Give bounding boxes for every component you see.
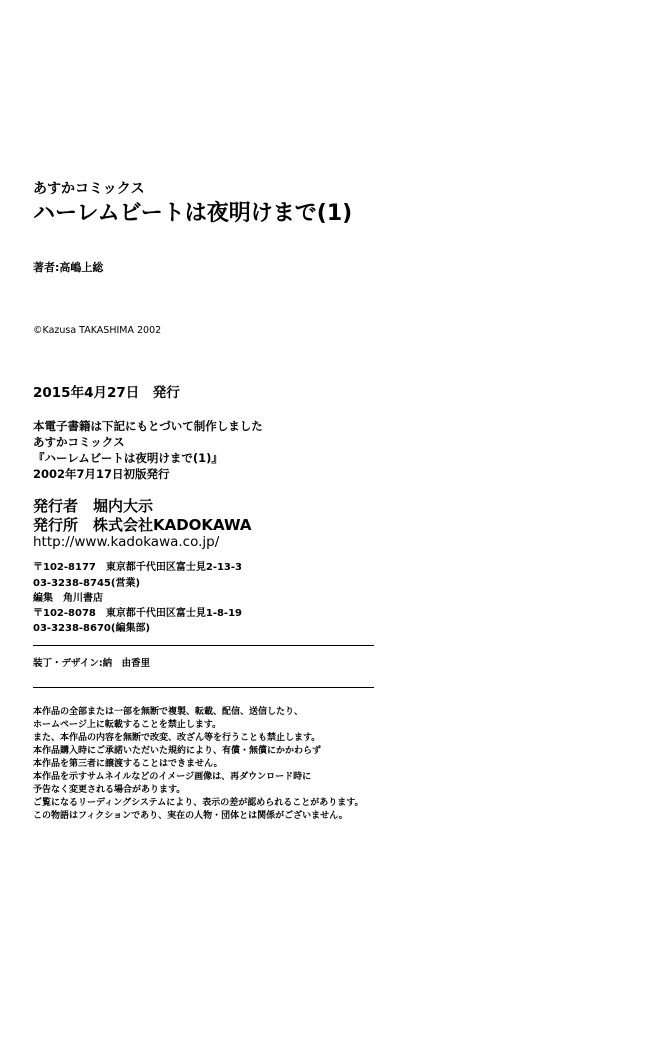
author-line: 著者:高嶋上総 [33,261,104,274]
address-line: 03-3238-8670(編集部) [33,623,151,634]
address-line: 〒102-8177 東京都千代田区富士見2-13-3 [33,562,242,573]
notice-line: ホームページ上に転載することを禁止します。 [33,720,222,730]
notice-line: 予告なく変更される場合があります。 [33,785,186,795]
source-note-line: あすかコミックス [33,435,125,449]
address-line: 〒102-8078 東京都千代田区富士見1-8-19 [33,608,242,619]
publisher-url: http://www.kadokawa.co.jp/ [33,534,220,550]
publish-date: 2015年4月27日 発行 [33,385,180,401]
publisher-person: 発行者 堀内大示 [33,497,154,515]
copyright-line: ©Kazusa TAKASHIMA 2002 [33,325,162,336]
source-note-line: 2002年7月17日初版発行 [33,467,170,481]
notice-line: 本作品の全部または一部を無断で複製、転載、配信、送信したり、 [33,707,304,717]
notice-line: 本作品を第三者に譲渡することはできません。 [33,759,223,769]
address-line: 編集 角川書店 [33,593,103,604]
notice-line: 本作品を示すサムネイルなどのイメージ画像は、再ダウンロード時に [33,772,312,782]
notice-line: ご覧になるリーディングシステムにより、表示の差が認められることがあります。 [33,798,364,808]
publisher-company: 発行所 株式会社KADOKAWA [33,516,252,534]
divider [33,687,374,688]
source-note-line: 『ハーレムビートは夜明けまで(1)』 [33,451,223,465]
divider [33,645,374,646]
notice-line: 本作品購入時にご承諾いただいた規約により、有償・無償にかかわらず [33,746,322,756]
notice-line: この物語はフィクションであり、実在の人物・団体とは関係がございません。 [33,811,348,821]
book-title: ハーレムビートは夜明けまで(1) [33,201,353,226]
address-line: 03-3238-8745(営業) [33,578,141,589]
imprint-label: あすかコミックス [33,181,145,197]
source-note-line: 本電子書籍は下記にもとづいて制作しました [33,419,263,433]
design-credit: 装丁・デザイン:納 由香里 [33,658,151,669]
notice-line: また、本作品の内容を無断で改変、改ざん等を行うことも禁止します。 [33,733,321,743]
